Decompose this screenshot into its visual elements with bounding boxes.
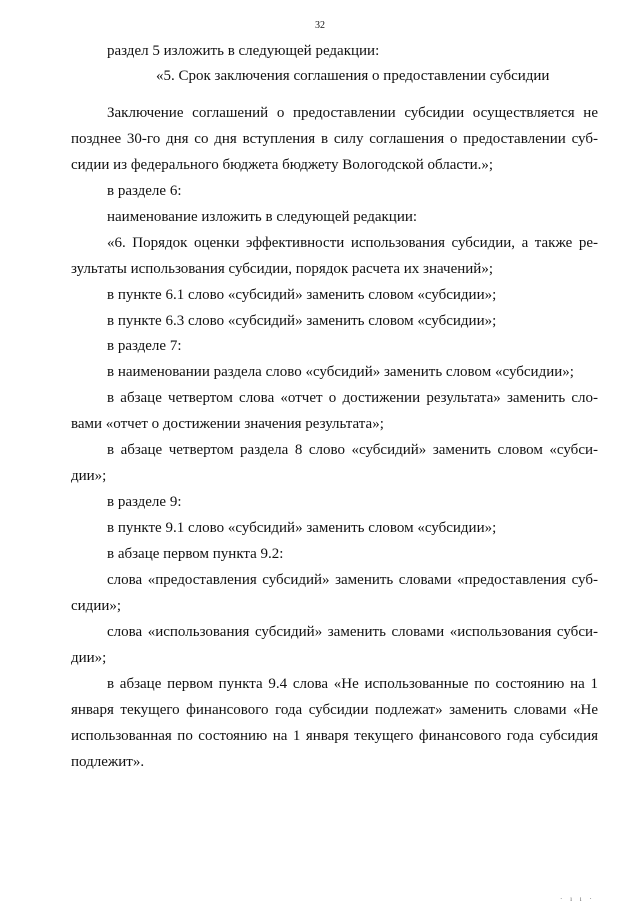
scan-specks: · ı ı · [560,895,595,903]
paragraph-line: в абзаце первом пункта 9.2: [107,546,284,562]
paragraph-line: сидии из федерального бюджета бюджету Вологодской области.»; [71,157,494,173]
paragraph-line: слова «использования субсидий» заменить словами «использования субси- [107,624,598,640]
paragraph-line: в пункте 6.1 слово «субсидий» заменить словом «субсидии»; [107,287,497,303]
paragraph-line: в абзаце первом пункта 9.4 слова «Не использованные по состоянию на 1 [107,676,598,692]
page-number: 32 [315,20,325,31]
paragraph-line: использованная по состоянию на 1 января текущего финансового года субсидия [71,728,598,744]
paragraph-line: позднее 30-го дня со дня вступления в силу соглашения о предоставлении суб- [71,131,598,147]
paragraph-line: в наименовании раздела слово «субсидий» заменить словом «субсидии»; [107,364,574,380]
paragraph-line: раздел 5 изложить в следующей редакции: [107,43,380,59]
paragraph-line: в пункте 6.3 слово «субсидий» заменить словом «субсидии»; [107,313,497,329]
paragraph-line: в абзаце четвертом слова «отчет о достижении результата» заменить сло- [107,390,598,406]
paragraph-line: дии»; [71,468,107,484]
paragraph-line: наименование изложить в следующей редакции: [107,209,418,225]
paragraph-line: в разделе 9: [107,494,182,510]
paragraph-line: января текущего финансового года субсидии подлежат» заменить словами «Не [71,702,598,718]
paragraph-line: «6. Порядок оценки эффективности использования субсидии, а также ре- [107,235,598,251]
paragraph-line: в абзаце четвертом раздела 8 слово «субсидий» заменить словом «субси- [107,442,598,458]
paragraph-line: в разделе 6: [107,183,182,199]
paragraph-line: в разделе 7: [107,338,182,354]
paragraph-line: в пункте 9.1 слово «субсидий» заменить словом «субсидии»; [107,520,497,536]
paragraph-line: Заключение соглашений о предоставлении субсидии осуществляется не [107,105,598,121]
paragraph-line: подлежит». [71,754,145,770]
paragraph-line: вами «отчет о достижении значения результата»; [71,416,384,432]
section-heading: «5. Срок заключения соглашения о предоставлении субсидии [156,68,550,84]
paragraph-line: дии»; [71,650,107,666]
paragraph-line: зультаты использования субсидии, порядок расчета их значений»; [71,261,493,277]
paragraph-line: сидии»; [71,598,122,614]
paragraph-line: слова «предоставления субсидий» заменить словами «предоставления суб- [107,572,598,588]
